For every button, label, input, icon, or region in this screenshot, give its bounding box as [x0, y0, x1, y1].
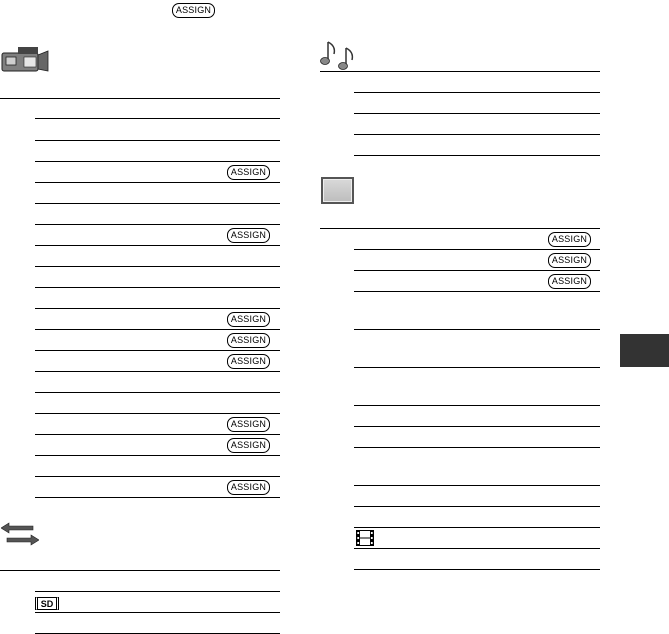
divider-line: [35, 591, 280, 592]
divider-line: [35, 266, 280, 267]
divider-line: [354, 569, 600, 570]
divider-line: [35, 434, 280, 435]
divider-line: [354, 134, 600, 135]
divider-line: [35, 308, 280, 309]
divider-line: [35, 455, 280, 456]
section-tab: [620, 334, 669, 367]
divider-line: [354, 426, 600, 427]
divider-line: [354, 485, 600, 486]
divider-line: [35, 392, 280, 393]
swap-arrows-icon: [1, 522, 39, 546]
divider-line: [354, 155, 600, 156]
divider-line: [35, 203, 280, 204]
music-notes-icon: [320, 40, 356, 70]
divider-line: [354, 506, 600, 507]
divider-line: [320, 228, 600, 229]
divider-line: [35, 140, 280, 141]
divider-line: [354, 367, 600, 368]
divider-line: [35, 476, 280, 477]
divider-line: [354, 249, 600, 250]
divider-line: [354, 548, 600, 549]
divider-line: [35, 413, 280, 414]
divider-line: [35, 371, 280, 372]
divider-line: [354, 405, 600, 406]
assign-badge: ASSIGN: [227, 312, 270, 327]
header-assign-badge: ASSIGN: [172, 3, 215, 18]
divider-line: [35, 350, 280, 351]
assign-badge: ASSIGN: [227, 333, 270, 348]
divider-line: [35, 118, 280, 119]
divider-line: [35, 245, 280, 246]
divider-line: [354, 329, 600, 330]
assign-badge: ASSIGN: [227, 480, 270, 495]
divider-line: [35, 329, 280, 330]
divider-line: [35, 182, 280, 183]
divider-line: [35, 161, 280, 162]
assign-badge: ASSIGN: [227, 228, 270, 243]
divider-line: [35, 612, 280, 613]
divider-line: [354, 447, 600, 448]
sd-memory-icon: SD: [35, 597, 59, 610]
gray-square-icon: [321, 177, 354, 204]
assign-badge: ASSIGN: [227, 417, 270, 432]
divider-line: [35, 287, 280, 288]
assign-badge: ASSIGN: [548, 232, 591, 247]
assign-badge: ASSIGN: [548, 253, 591, 268]
assign-badge: ASSIGN: [548, 274, 591, 289]
assign-badge: ASSIGN: [227, 438, 270, 453]
video-camera-icon: [0, 43, 50, 73]
divider-line: [320, 71, 600, 72]
film-strip-icon: [356, 530, 374, 546]
divider-line: [354, 270, 600, 271]
divider-line: [354, 113, 600, 114]
divider-line: [0, 98, 280, 99]
divider-line: [354, 291, 600, 292]
divider-line: [354, 92, 600, 93]
divider-line: [354, 527, 600, 528]
assign-badge: ASSIGN: [227, 354, 270, 369]
assign-badge: ASSIGN: [227, 165, 270, 180]
divider-line: [35, 224, 280, 225]
divider-line: [35, 497, 280, 498]
divider-line: [0, 570, 280, 571]
